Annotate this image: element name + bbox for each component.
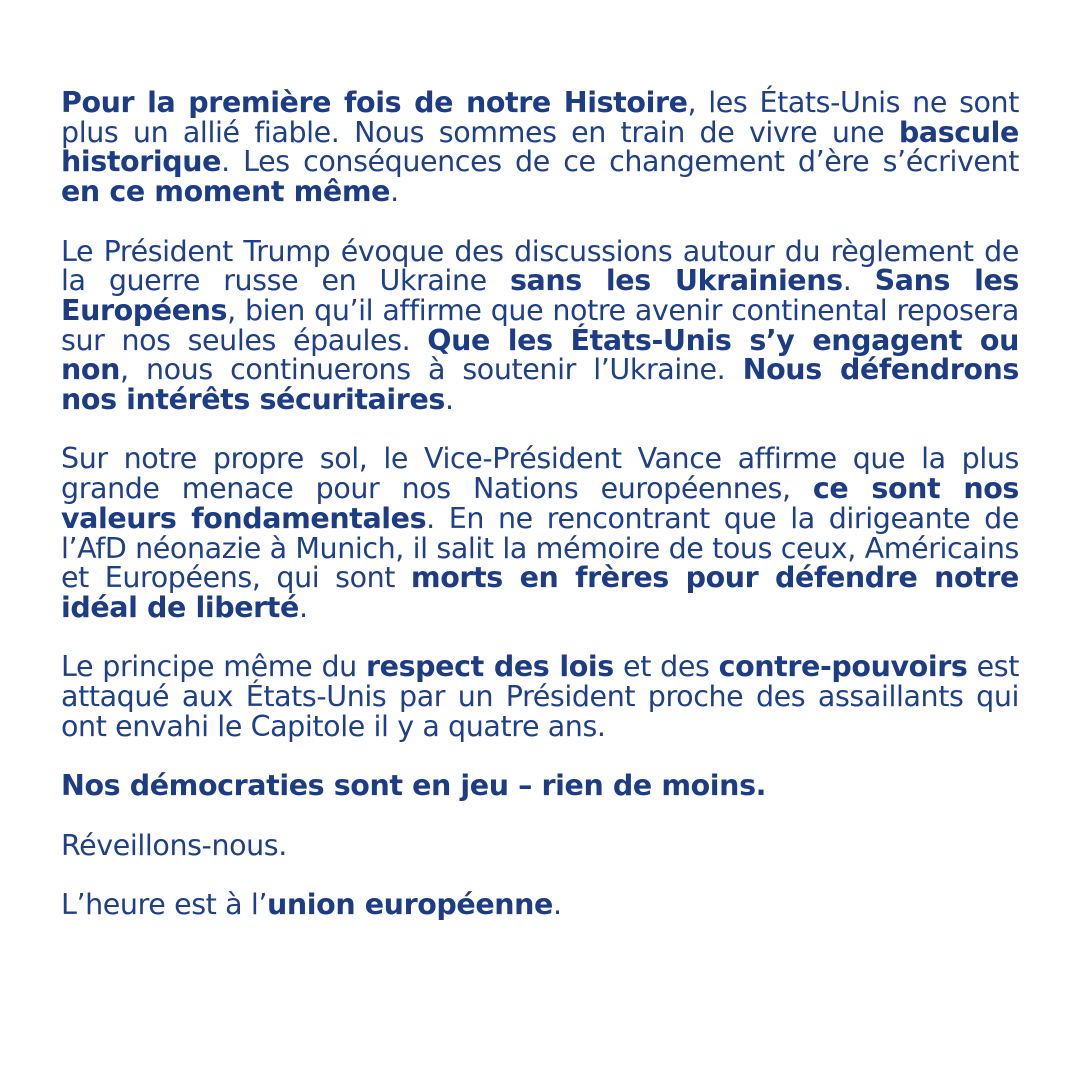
- text-segment: Nos démocraties sont en jeu – rien de moins.: [61, 769, 767, 803]
- text-segment: Le principe même du: [61, 650, 366, 684]
- text-segment: . Les conséquences de ce changement d’ère s’écrivent: [221, 145, 1019, 179]
- text-segment: sans les Ukrainiens: [509, 264, 843, 298]
- text-segment: L’heure est à l’: [61, 887, 268, 921]
- paragraph-democraties: [61, 771, 1019, 801]
- text-segment: .: [552, 887, 562, 921]
- text-segment: et des: [613, 650, 719, 684]
- paragraph-union: [61, 887, 1019, 921]
- paragraph-ukraine: [61, 234, 1019, 417]
- text-segment: , bien qu’il affirme que notre avenir continental reposera sur nos seules épaules.: [61, 293, 1019, 357]
- paragraph-bascule: [61, 88, 1019, 207]
- text-segment: Nous défendrons nos intérêts sécuritaires: [61, 353, 1019, 417]
- text-segment: Pour la première fois de notre Histoire: [61, 86, 688, 119]
- statement-text: [61, 88, 1019, 949]
- text-segment: Que les États-Unis s’y engagent ou non: [61, 323, 1019, 387]
- text-segment: .: [842, 264, 875, 298]
- paragraph-reveillons: [61, 828, 1019, 862]
- text-segment: .: [390, 175, 399, 209]
- text-segment: union européenne: [267, 887, 553, 921]
- text-segment: .: [444, 383, 454, 417]
- paragraph-lois: [61, 652, 1019, 741]
- text-segment: .: [298, 590, 308, 624]
- text-segment: , nous continuerons à soutenir l’Ukraine.: [119, 353, 743, 387]
- text-segment: contre-pouvoirs: [718, 650, 968, 684]
- text-segment: . En ne rencontrant que la dirigeante de l’AfD néonazie à Munich, il salit la mémoire de tous ceux, Américains et Européens, qui sont: [61, 501, 1020, 595]
- paragraph-valeurs: [61, 444, 1019, 622]
- text-segment: , les États-Unis ne sont plus un allié fiable. Nous sommes en train de vivre une: [61, 86, 1019, 149]
- text-segment: est attaqué aux États-Unis par un Président proche des assaillants qui ont envahi le Capitole il y a quatre ans.: [61, 650, 1019, 743]
- text-segment: bascule historique: [61, 115, 1019, 179]
- text-segment: ce sont nos valeurs fondamentales: [61, 472, 1019, 535]
- text-segment: Le Président Trump évoque des discussions autour du règlement de la guerre russe en Ukraine: [61, 234, 1019, 298]
- text-segment: Sur notre propre sol, le Vice-Président Vance affirme que la plus grande menace pour nos Nations européennes,: [61, 442, 1019, 506]
- text-segment: en ce moment même: [61, 175, 391, 209]
- text-segment: Réveillons-nous.: [61, 828, 287, 862]
- text-segment: morts en frères pour défendre notre idéal de liberté: [61, 561, 1019, 624]
- text-segment: Sans les Européens: [61, 264, 1019, 327]
- text-segment: respect des lois: [366, 650, 614, 684]
